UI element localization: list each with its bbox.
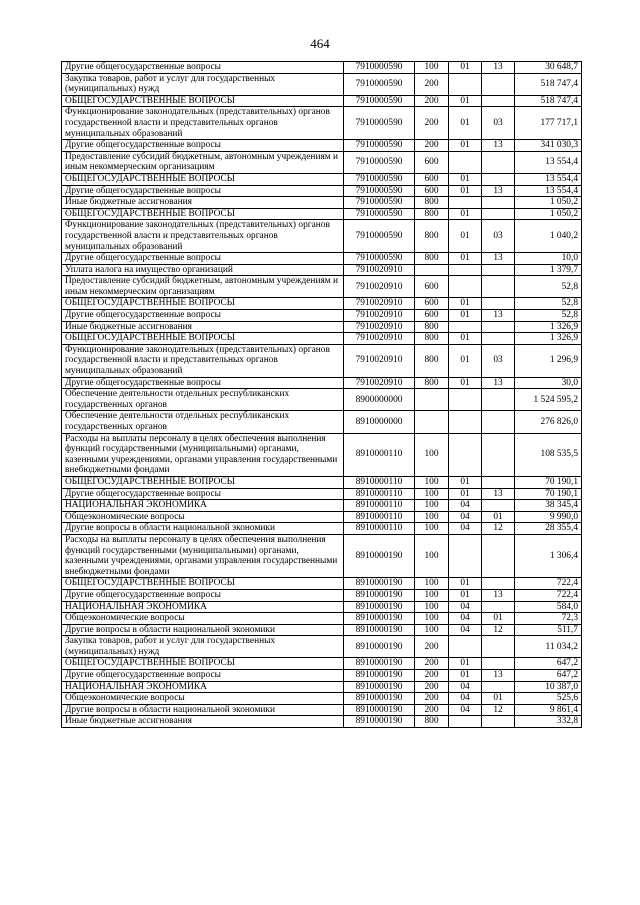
cell-section: 01	[449, 488, 482, 500]
cell-expense-type: 100	[415, 62, 449, 74]
cell-amount: 9 990,0	[515, 511, 582, 523]
cell-target-code: 8910000190	[344, 601, 415, 613]
cell-section: 01	[449, 298, 482, 310]
cell-subsection: 01	[482, 693, 515, 705]
table-row	[62, 488, 582, 500]
cell-amount: 28 355,4	[515, 523, 582, 535]
cell-expense-type: 100	[415, 589, 449, 601]
table-row	[62, 523, 582, 535]
cell-amount: 38 345,4	[515, 500, 582, 512]
cell-target-code: 8910000190	[344, 670, 415, 682]
cell-expense-type: 100	[415, 578, 449, 590]
cell-subsection: 01	[482, 511, 515, 523]
table-row	[62, 658, 582, 670]
cell-subsection	[482, 333, 515, 345]
table-row	[62, 62, 582, 74]
cell-expense-type: 600	[415, 173, 449, 185]
cell-amount: 341 030,3	[515, 140, 582, 152]
cell-name: Иные бюджетные ассигнования	[62, 716, 344, 728]
table-row	[62, 377, 582, 389]
cell-expense-type: 100	[415, 613, 449, 625]
cell-section: 01	[449, 589, 482, 601]
cell-target-code: 7910000590	[344, 107, 415, 140]
cell-target-code: 7910020910	[344, 333, 415, 345]
table-row	[62, 624, 582, 636]
cell-name: ОБЩЕГОСУДАРСТВЕННЫЕ ВОПРОСЫ	[62, 173, 344, 185]
cell-expense-type: 800	[415, 344, 449, 377]
cell-expense-type: 100	[415, 601, 449, 613]
cell-section	[449, 264, 482, 276]
cell-section: 04	[449, 523, 482, 535]
table-row	[62, 185, 582, 197]
cell-expense-type: 200	[415, 704, 449, 716]
cell-name: ОБЩЕГОСУДАРСТВЕННЫЕ ВОПРОСЫ	[62, 208, 344, 220]
cell-subsection: 13	[482, 488, 515, 500]
cell-subsection	[482, 681, 515, 693]
table-row	[62, 344, 582, 377]
table-row	[62, 389, 582, 411]
cell-section: 01	[449, 476, 482, 488]
cell-section	[449, 151, 482, 173]
cell-subsection	[482, 321, 515, 333]
table-row	[62, 264, 582, 276]
cell-amount: 30,0	[515, 377, 582, 389]
cell-target-code: 7910000590	[344, 208, 415, 220]
cell-section	[449, 197, 482, 209]
table-row	[62, 601, 582, 613]
cell-expense-type: 200	[415, 107, 449, 140]
cell-amount: 511,7	[515, 624, 582, 636]
cell-section: 01	[449, 670, 482, 682]
cell-name: Предоставление субсидий бюджетным, автономным учреждениям и иным некоммерческим организациям	[62, 151, 344, 173]
cell-name: Обеспечение деятельности отдельных республиканских государственных органов	[62, 411, 344, 433]
cell-name: ОБЩЕГОСУДАРСТВЕННЫЕ ВОПРОСЫ	[62, 298, 344, 310]
cell-section	[449, 321, 482, 333]
cell-target-code: 7910020910	[344, 321, 415, 333]
cell-amount: 332,8	[515, 716, 582, 728]
cell-target-code: 8910000110	[344, 511, 415, 523]
cell-amount: 70 190,1	[515, 488, 582, 500]
cell-name: Закупка товаров, работ и услуг для государственных (муниципальных) нужд	[62, 636, 344, 658]
cell-section: 01	[449, 333, 482, 345]
cell-name: Иные бюджетные ассигнования	[62, 321, 344, 333]
cell-subsection: 13	[482, 185, 515, 197]
cell-amount: 1 379,7	[515, 264, 582, 276]
table-row	[62, 220, 582, 253]
cell-expense-type: 200	[415, 670, 449, 682]
cell-target-code: 7910020910	[344, 310, 415, 322]
cell-amount: 11 034,2	[515, 636, 582, 658]
cell-section	[449, 716, 482, 728]
cell-section	[449, 433, 482, 476]
cell-subsection	[482, 476, 515, 488]
cell-section: 04	[449, 704, 482, 716]
cell-target-code: 8910000190	[344, 624, 415, 636]
cell-target-code: 8910000190	[344, 658, 415, 670]
cell-name: Функционирование законодательных (представительных) органов государственной власти и представительных органов муниципальных образований	[62, 220, 344, 253]
cell-target-code: 7910020910	[344, 344, 415, 377]
cell-name: ОБЩЕГОСУДАРСТВЕННЫЕ ВОПРОСЫ	[62, 658, 344, 670]
cell-target-code: 8910000110	[344, 500, 415, 512]
cell-subsection	[482, 389, 515, 411]
table-row	[62, 636, 582, 658]
cell-section: 01	[449, 253, 482, 265]
cell-target-code: 7910020910	[344, 298, 415, 310]
cell-amount: 584,0	[515, 601, 582, 613]
cell-subsection	[482, 197, 515, 209]
table-row	[62, 693, 582, 705]
cell-target-code: 8910000000	[344, 411, 415, 433]
cell-subsection	[482, 534, 515, 577]
cell-amount: 72,3	[515, 613, 582, 625]
cell-expense-type: 100	[415, 523, 449, 535]
cell-expense-type: 100	[415, 488, 449, 500]
cell-amount: 70 190,1	[515, 476, 582, 488]
cell-name: Общеэкономические вопросы	[62, 693, 344, 705]
cell-expense-type: 800	[415, 716, 449, 728]
table-row	[62, 411, 582, 433]
cell-name: Другие общегосударственные вопросы	[62, 185, 344, 197]
cell-expense-type: 200	[415, 95, 449, 107]
cell-amount: 525,6	[515, 693, 582, 705]
table-row	[62, 73, 582, 95]
cell-target-code: 8910000190	[344, 716, 415, 728]
table-row	[62, 511, 582, 523]
cell-target-code: 8910000190	[344, 578, 415, 590]
cell-section: 01	[449, 208, 482, 220]
cell-amount: 52,8	[515, 276, 582, 298]
cell-amount: 1 050,2	[515, 208, 582, 220]
cell-target-code: 7910000590	[344, 253, 415, 265]
cell-expense-type: 100	[415, 534, 449, 577]
table-row	[62, 197, 582, 209]
cell-expense-type: 600	[415, 151, 449, 173]
cell-subsection	[482, 95, 515, 107]
cell-section: 04	[449, 613, 482, 625]
cell-expense-type: 200	[415, 73, 449, 95]
cell-expense-type: 600	[415, 185, 449, 197]
table-row	[62, 704, 582, 716]
cell-section: 01	[449, 140, 482, 152]
cell-subsection	[482, 411, 515, 433]
cell-subsection: 12	[482, 523, 515, 535]
table-row	[62, 95, 582, 107]
cell-target-code: 8910000190	[344, 613, 415, 625]
cell-amount: 722,4	[515, 578, 582, 590]
cell-target-code: 7910000590	[344, 173, 415, 185]
cell-amount: 518 747,4	[515, 73, 582, 95]
cell-subsection	[482, 716, 515, 728]
cell-expense-type: 100	[415, 624, 449, 636]
cell-name: Другие общегосударственные вопросы	[62, 377, 344, 389]
cell-name: Функционирование законодательных (представительных) органов государственной власти и представительных органов муниципальных образований	[62, 344, 344, 377]
cell-target-code: 7910000590	[344, 62, 415, 74]
cell-section: 01	[449, 578, 482, 590]
cell-name: Иные бюджетные ассигнования	[62, 197, 344, 209]
cell-subsection	[482, 578, 515, 590]
table-row	[62, 140, 582, 152]
cell-target-code: 7910020910	[344, 264, 415, 276]
cell-subsection: 13	[482, 62, 515, 74]
table-row	[62, 298, 582, 310]
cell-amount: 518 747,4	[515, 95, 582, 107]
cell-name: Предоставление субсидий бюджетным, автономным учреждениям и иным некоммерческим организациям	[62, 276, 344, 298]
cell-target-code: 8910000110	[344, 476, 415, 488]
cell-name: ОБЩЕГОСУДАРСТВЕННЫЕ ВОПРОСЫ	[62, 95, 344, 107]
cell-amount: 177 717,1	[515, 107, 582, 140]
cell-amount: 13 554,4	[515, 173, 582, 185]
cell-subsection: 03	[482, 220, 515, 253]
cell-expense-type: 100	[415, 511, 449, 523]
cell-name: ОБЩЕГОСУДАРСТВЕННЫЕ ВОПРОСЫ	[62, 333, 344, 345]
cell-subsection: 03	[482, 107, 515, 140]
cell-amount: 1 524 595,2	[515, 389, 582, 411]
table-row	[62, 534, 582, 577]
cell-section: 04	[449, 681, 482, 693]
cell-section: 01	[449, 344, 482, 377]
cell-expense-type: 600	[415, 298, 449, 310]
cell-section: 04	[449, 693, 482, 705]
cell-expense-type: 800	[415, 220, 449, 253]
cell-target-code: 7910000590	[344, 151, 415, 173]
cell-amount: 52,8	[515, 310, 582, 322]
cell-expense-type	[415, 389, 449, 411]
cell-subsection	[482, 601, 515, 613]
cell-target-code: 8910000110	[344, 488, 415, 500]
cell-subsection	[482, 276, 515, 298]
cell-name: Другие общегосударственные вопросы	[62, 670, 344, 682]
cell-section: 01	[449, 62, 482, 74]
table-row	[62, 253, 582, 265]
cell-subsection	[482, 173, 515, 185]
cell-section: 01	[449, 658, 482, 670]
cell-amount: 1 326,9	[515, 321, 582, 333]
cell-target-code: 7910000590	[344, 73, 415, 95]
table-row	[62, 107, 582, 140]
cell-name: Другие общегосударственные вопросы	[62, 589, 344, 601]
table-row	[62, 578, 582, 590]
table-row	[62, 433, 582, 476]
cell-subsection	[482, 208, 515, 220]
cell-amount: 647,2	[515, 670, 582, 682]
cell-section	[449, 636, 482, 658]
table-row	[62, 321, 582, 333]
cell-subsection	[482, 73, 515, 95]
table-row	[62, 589, 582, 601]
cell-expense-type	[415, 264, 449, 276]
cell-name: Общеэкономические вопросы	[62, 613, 344, 625]
cell-target-code: 8910000110	[344, 523, 415, 535]
cell-amount: 276 826,0	[515, 411, 582, 433]
cell-section: 04	[449, 511, 482, 523]
table-row	[62, 681, 582, 693]
cell-subsection	[482, 151, 515, 173]
cell-section	[449, 276, 482, 298]
cell-name: Другие вопросы в области национальной экономики	[62, 624, 344, 636]
cell-subsection	[482, 658, 515, 670]
cell-amount: 108 535,5	[515, 433, 582, 476]
table-row	[62, 500, 582, 512]
cell-section: 01	[449, 377, 482, 389]
table-row	[62, 151, 582, 173]
cell-name: ОБЩЕГОСУДАРСТВЕННЫЕ ВОПРОСЫ	[62, 476, 344, 488]
cell-target-code: 8910000190	[344, 704, 415, 716]
cell-name: Другие вопросы в области национальной экономики	[62, 523, 344, 535]
page-number: 464	[310, 36, 330, 51]
cell-amount: 1 050,2	[515, 197, 582, 209]
cell-name: Другие общегосударственные вопросы	[62, 310, 344, 322]
table-row	[62, 173, 582, 185]
cell-amount: 1 326,9	[515, 333, 582, 345]
cell-expense-type	[415, 411, 449, 433]
cell-subsection: 13	[482, 253, 515, 265]
cell-section: 04	[449, 601, 482, 613]
cell-subsection	[482, 500, 515, 512]
cell-target-code: 7910000590	[344, 220, 415, 253]
cell-section: 01	[449, 185, 482, 197]
cell-section	[449, 411, 482, 433]
cell-name: Другие вопросы в области национальной экономики	[62, 704, 344, 716]
cell-target-code: 8910000190	[344, 681, 415, 693]
cell-name: Другие общегосударственные вопросы	[62, 62, 344, 74]
cell-section: 04	[449, 500, 482, 512]
cell-expense-type: 600	[415, 310, 449, 322]
table-row	[62, 716, 582, 728]
cell-amount: 722,4	[515, 589, 582, 601]
cell-target-code: 7910000590	[344, 185, 415, 197]
cell-subsection	[482, 298, 515, 310]
cell-expense-type: 200	[415, 693, 449, 705]
cell-subsection	[482, 636, 515, 658]
cell-subsection: 13	[482, 670, 515, 682]
cell-name: Общеэкономические вопросы	[62, 511, 344, 523]
cell-subsection: 12	[482, 624, 515, 636]
cell-name: ОБЩЕГОСУДАРСТВЕННЫЕ ВОПРОСЫ	[62, 578, 344, 590]
cell-target-code: 8910000190	[344, 693, 415, 705]
cell-name: Функционирование законодательных (представительных) органов государственной власти и представительных органов муниципальных образований	[62, 107, 344, 140]
cell-expense-type: 800	[415, 253, 449, 265]
cell-target-code: 7910000590	[344, 197, 415, 209]
cell-amount: 30 648,7	[515, 62, 582, 74]
cell-subsection: 12	[482, 704, 515, 716]
budget-table-body	[62, 62, 582, 728]
cell-subsection: 03	[482, 344, 515, 377]
cell-section: 01	[449, 310, 482, 322]
cell-name: НАЦИОНАЛЬНАЯ ЭКОНОМИКА	[62, 500, 344, 512]
cell-target-code: 8910000190	[344, 636, 415, 658]
cell-amount: 9 861,4	[515, 704, 582, 716]
cell-name: Закупка товаров, работ и услуг для государственных (муниципальных) нужд	[62, 73, 344, 95]
cell-name: Уплата налога на имущество организаций	[62, 264, 344, 276]
table-row	[62, 276, 582, 298]
cell-expense-type: 800	[415, 321, 449, 333]
cell-expense-type: 100	[415, 433, 449, 476]
cell-section	[449, 73, 482, 95]
cell-subsection: 13	[482, 377, 515, 389]
cell-subsection	[482, 264, 515, 276]
cell-target-code: 7910020910	[344, 276, 415, 298]
cell-expense-type: 200	[415, 636, 449, 658]
cell-section: 01	[449, 107, 482, 140]
table-row	[62, 670, 582, 682]
cell-name: Другие общегосударственные вопросы	[62, 253, 344, 265]
cell-subsection: 01	[482, 613, 515, 625]
cell-target-code: 7910000590	[344, 140, 415, 152]
cell-expense-type: 800	[415, 377, 449, 389]
cell-target-code: 8910000190	[344, 589, 415, 601]
cell-target-code: 8900000000	[344, 389, 415, 411]
cell-target-code: 7910020910	[344, 377, 415, 389]
cell-expense-type: 800	[415, 333, 449, 345]
cell-name: Другие общегосударственные вопросы	[62, 488, 344, 500]
cell-name: Другие общегосударственные вопросы	[62, 140, 344, 152]
cell-section: 04	[449, 624, 482, 636]
table-row	[62, 333, 582, 345]
cell-section: 01	[449, 173, 482, 185]
cell-amount: 10 387,0	[515, 681, 582, 693]
cell-amount: 10,0	[515, 253, 582, 265]
table-row	[62, 613, 582, 625]
cell-expense-type: 600	[415, 276, 449, 298]
cell-name: Расходы на выплаты персоналу в целях обеспечения выполнения функций государственными (муниципальными) органами, казенными учреждениями, органами управления государственными внебюджетными фондами	[62, 534, 344, 577]
budget-table	[61, 61, 582, 728]
cell-section	[449, 389, 482, 411]
cell-subsection	[482, 433, 515, 476]
cell-section	[449, 534, 482, 577]
cell-amount: 1 306,4	[515, 534, 582, 577]
cell-target-code: 7910000590	[344, 95, 415, 107]
cell-expense-type: 800	[415, 197, 449, 209]
cell-expense-type: 200	[415, 681, 449, 693]
cell-amount: 1 040,2	[515, 220, 582, 253]
cell-name: НАЦИОНАЛЬНАЯ ЭКОНОМИКА	[62, 681, 344, 693]
cell-expense-type: 200	[415, 140, 449, 152]
cell-amount: 13 554,4	[515, 151, 582, 173]
cell-target-code: 8910000190	[344, 534, 415, 577]
table-row	[62, 208, 582, 220]
cell-target-code: 8910000110	[344, 433, 415, 476]
cell-subsection: 13	[482, 310, 515, 322]
cell-name: Обеспечение деятельности отдельных республиканских государственных органов	[62, 389, 344, 411]
table-row	[62, 476, 582, 488]
cell-amount: 13 554,4	[515, 185, 582, 197]
cell-section: 01	[449, 220, 482, 253]
cell-subsection: 13	[482, 589, 515, 601]
table-row	[62, 310, 582, 322]
cell-subsection: 13	[482, 140, 515, 152]
cell-name: НАЦИОНАЛЬНАЯ ЭКОНОМИКА	[62, 601, 344, 613]
cell-expense-type: 100	[415, 500, 449, 512]
cell-amount: 1 296,9	[515, 344, 582, 377]
cell-amount: 647,2	[515, 658, 582, 670]
cell-expense-type: 800	[415, 208, 449, 220]
cell-amount: 52,8	[515, 298, 582, 310]
cell-expense-type: 200	[415, 658, 449, 670]
cell-section: 01	[449, 95, 482, 107]
cell-name: Расходы на выплаты персоналу в целях обеспечения выполнения функций государственными (муниципальными) органами, казенными учреждениями, органами управления государственными внебюджетными фондами	[62, 433, 344, 476]
cell-expense-type: 100	[415, 476, 449, 488]
